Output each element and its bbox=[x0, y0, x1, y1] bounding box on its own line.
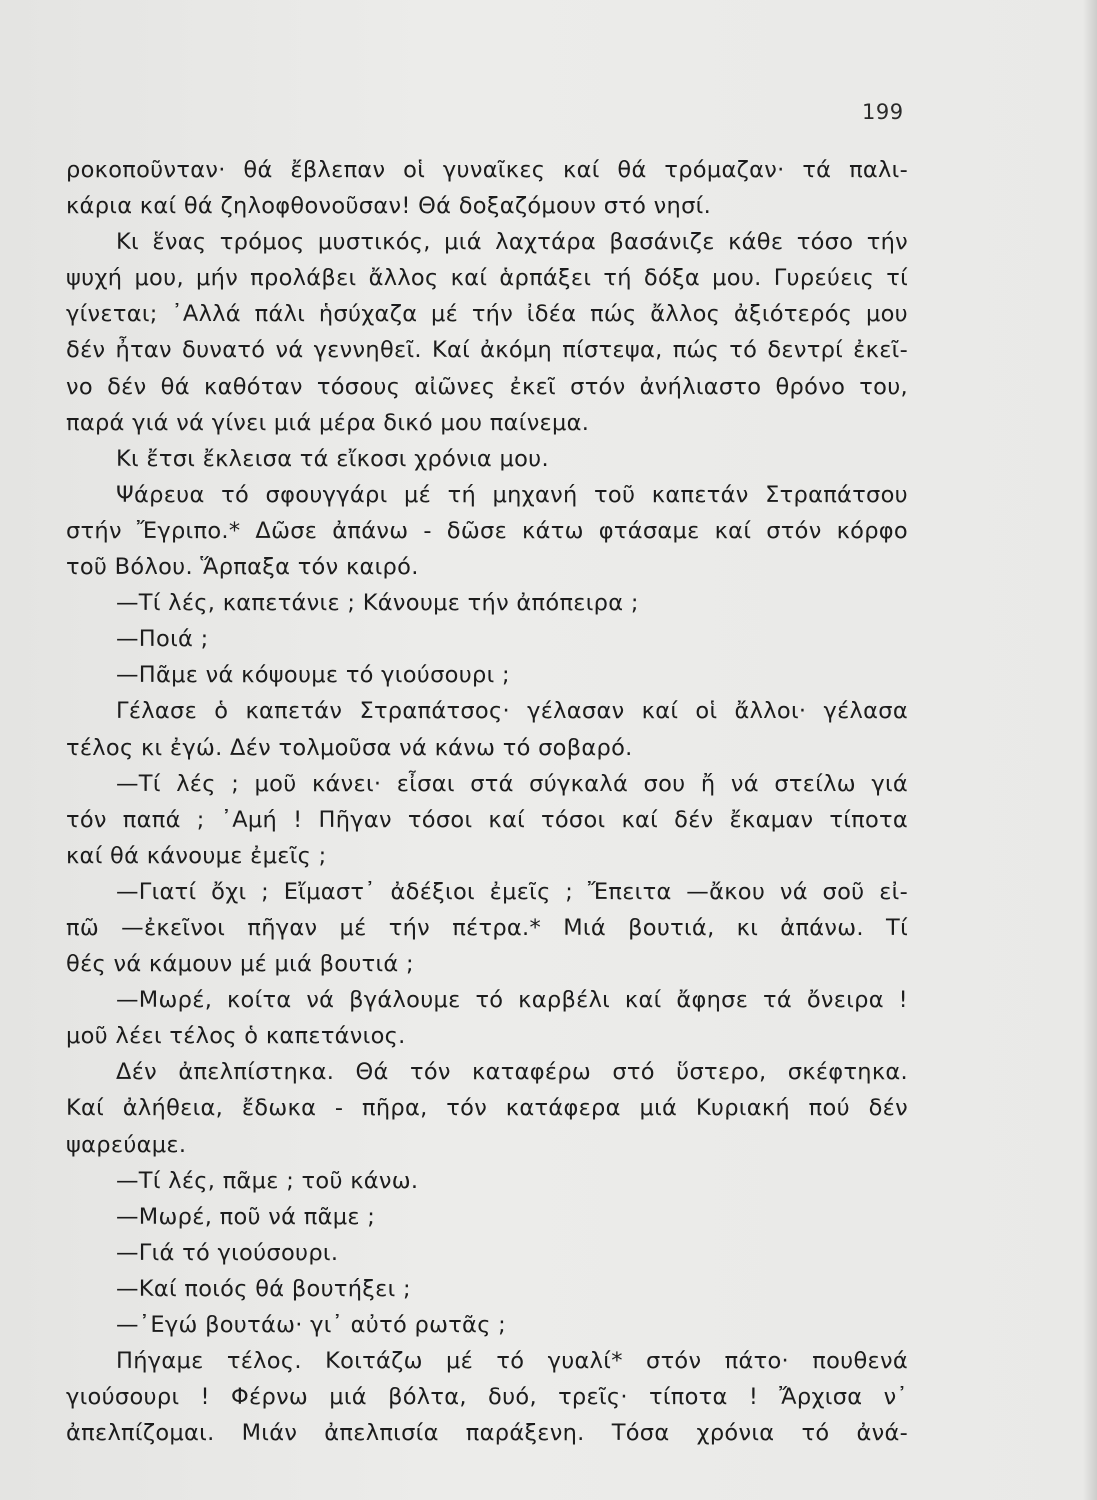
text-line: —Καί ποιός θά βουτήξει ; bbox=[116, 1275, 411, 1302]
text-line: Ψάρευα τό σφουγγάρι μέ τή μηχανή τοῦ καπετάν Στραπάτσου bbox=[116, 481, 908, 508]
text-line: —Γιά τό γιούσουρι. bbox=[116, 1239, 339, 1266]
text-line: —᾿Εγώ βουτάω· γι᾿ αὐτό ρωτᾶς ; bbox=[116, 1312, 507, 1338]
text-line: τόν παπά ; ᾿Αμή ! Πῆγαν τόσοι καί τόσοι καί δέν ἔκαμαν τίποτα bbox=[66, 806, 908, 833]
text-line: γίνεται; ᾿Αλλά πάλι ἡσύχαζα μέ τήν ἰδέα πώς ἄλλος ἀξιότερός μου bbox=[66, 301, 908, 328]
body-text bbox=[66, 152, 908, 1451]
text-line: τέλος κι ἐγώ. Δέν τολμοῦσα νά κάνω τό σοβαρό. bbox=[66, 734, 633, 761]
page-edge-shadow bbox=[1083, 0, 1097, 1500]
text-line: Πήγαμε τέλος. Κοιτάζω μέ τό γυαλί* στόν πάτο· πουθενά bbox=[116, 1348, 908, 1375]
text-line: γιούσουρι ! Φέρνω μιά βόλτα, δυό, τρεῖς· τίποτα ! Ἄρχισα ν᾿ bbox=[66, 1384, 908, 1411]
text-line: —Τί λές ; μοῦ κάνει· εἶσαι στά σύγκαλά σου ἤ νά στείλω γιά bbox=[116, 770, 908, 797]
text-line: παρά γιά νά γίνει μιά μέρα δικό μου παίνεμα. bbox=[66, 409, 590, 436]
text-line: ροκοποῦνταν· θά ἔβλεπαν οἱ γυναῖκες καί θά τρόμαζαν· τά παλι- bbox=[66, 157, 908, 183]
text-line: ψυχή μου, μήν προλάβει ἄλλος καί ἁρπάξει τή δόξα μου. Γυρεύεις τί bbox=[66, 265, 908, 292]
text-line: Κι ἔτσι ἔκλεισα τά εἴκοσι χρόνια μου. bbox=[116, 445, 549, 472]
text-line: δέν ἦταν δυνατό νά γεννηθεῖ. Καί ἀκόμη πίστεψα, πώς τό δεντρί ἐκεῖ- bbox=[66, 337, 908, 364]
text-line: ἀπελπίζομαι. Μιάν ἀπελπισία παράξενη. Τόσα χρόνια τό ἀνά- bbox=[66, 1420, 908, 1447]
text-line: —Τί λές, καπετάνιε ; Κάνουμε τήν ἀπόπειρα ; bbox=[116, 590, 639, 617]
text-line: —Μωρέ, ποῦ νά πᾶμε ; bbox=[116, 1203, 376, 1230]
text-line: νο δέν θά καθόταν τόσους αἰῶνες ἐκεῖ στόν ἀνήλιαστο θρόνο του, bbox=[66, 373, 908, 400]
text-line: Κι ἕνας τρόμος μυστικός, μιά λαχτάρα βασάνιζε κάθε τόσο τήν bbox=[116, 229, 908, 256]
text-line: καί θά κάνουμε ἐμεῖς ; bbox=[66, 842, 327, 869]
text-line: κάρια καί θά ζηλοφθονοῦσαν! Θά δοξαζόμουν στό νησί. bbox=[66, 193, 712, 220]
text-line: πῶ —ἐκεῖνοι πῆγαν μέ τήν πέτρα.* Μιά βουτιά, κι ἀπάνω. Τί bbox=[66, 914, 908, 941]
text-line: τοῦ Βόλου. Ἅρπαξα τόν καιρό. bbox=[66, 554, 419, 581]
text-line: Δέν ἀπελπίστηκα. Θά τόν καταφέρω στό ὕστερο, σκέφτηκα. bbox=[116, 1059, 908, 1086]
text-line: —Πᾶμε νά κόψουμε τό γιούσουρι ; bbox=[116, 662, 510, 689]
text-line: —Ποιά ; bbox=[116, 626, 209, 653]
text-line: Γέλασε ὁ καπετάν Στραπάτσος· γέλασαν καί οἱ ἄλλοι· γέλασα bbox=[116, 698, 908, 725]
text-line: Καί ἀλήθεια, ἔδωκα - πῆρα, τόν κατάφερα μιά Κυριακή πού δέν bbox=[66, 1095, 908, 1122]
text-line: —Μωρέ, κοίτα νά βγάλουμε τό καρβέλι καί ἄφησε τά ὄνειρα ! bbox=[116, 987, 908, 1014]
text-line: ψαρεύαμε. bbox=[66, 1131, 187, 1158]
text-line: μοῦ λέει τέλος ὁ καπετάνιος. bbox=[66, 1023, 406, 1050]
text-line: —Τί λές, πᾶμε ; τοῦ κάνω. bbox=[116, 1167, 419, 1194]
text-line: στήν Ἔγριπο.* Δῶσε ἀπάνω - δῶσε κάτω φτάσαμε καί στόν κόρφο bbox=[66, 517, 908, 544]
text-line: —Γιατί ὄχι ; Εἴμαστ᾿ ἀδέξιοι ἐμεῖς ; Ἔπειτα —ἄκου νά σοῦ εἰ- bbox=[116, 878, 908, 905]
page-number: 199 bbox=[862, 100, 904, 124]
text-line: θές νά κάμουν μέ μιά βουτιά ; bbox=[66, 951, 414, 978]
